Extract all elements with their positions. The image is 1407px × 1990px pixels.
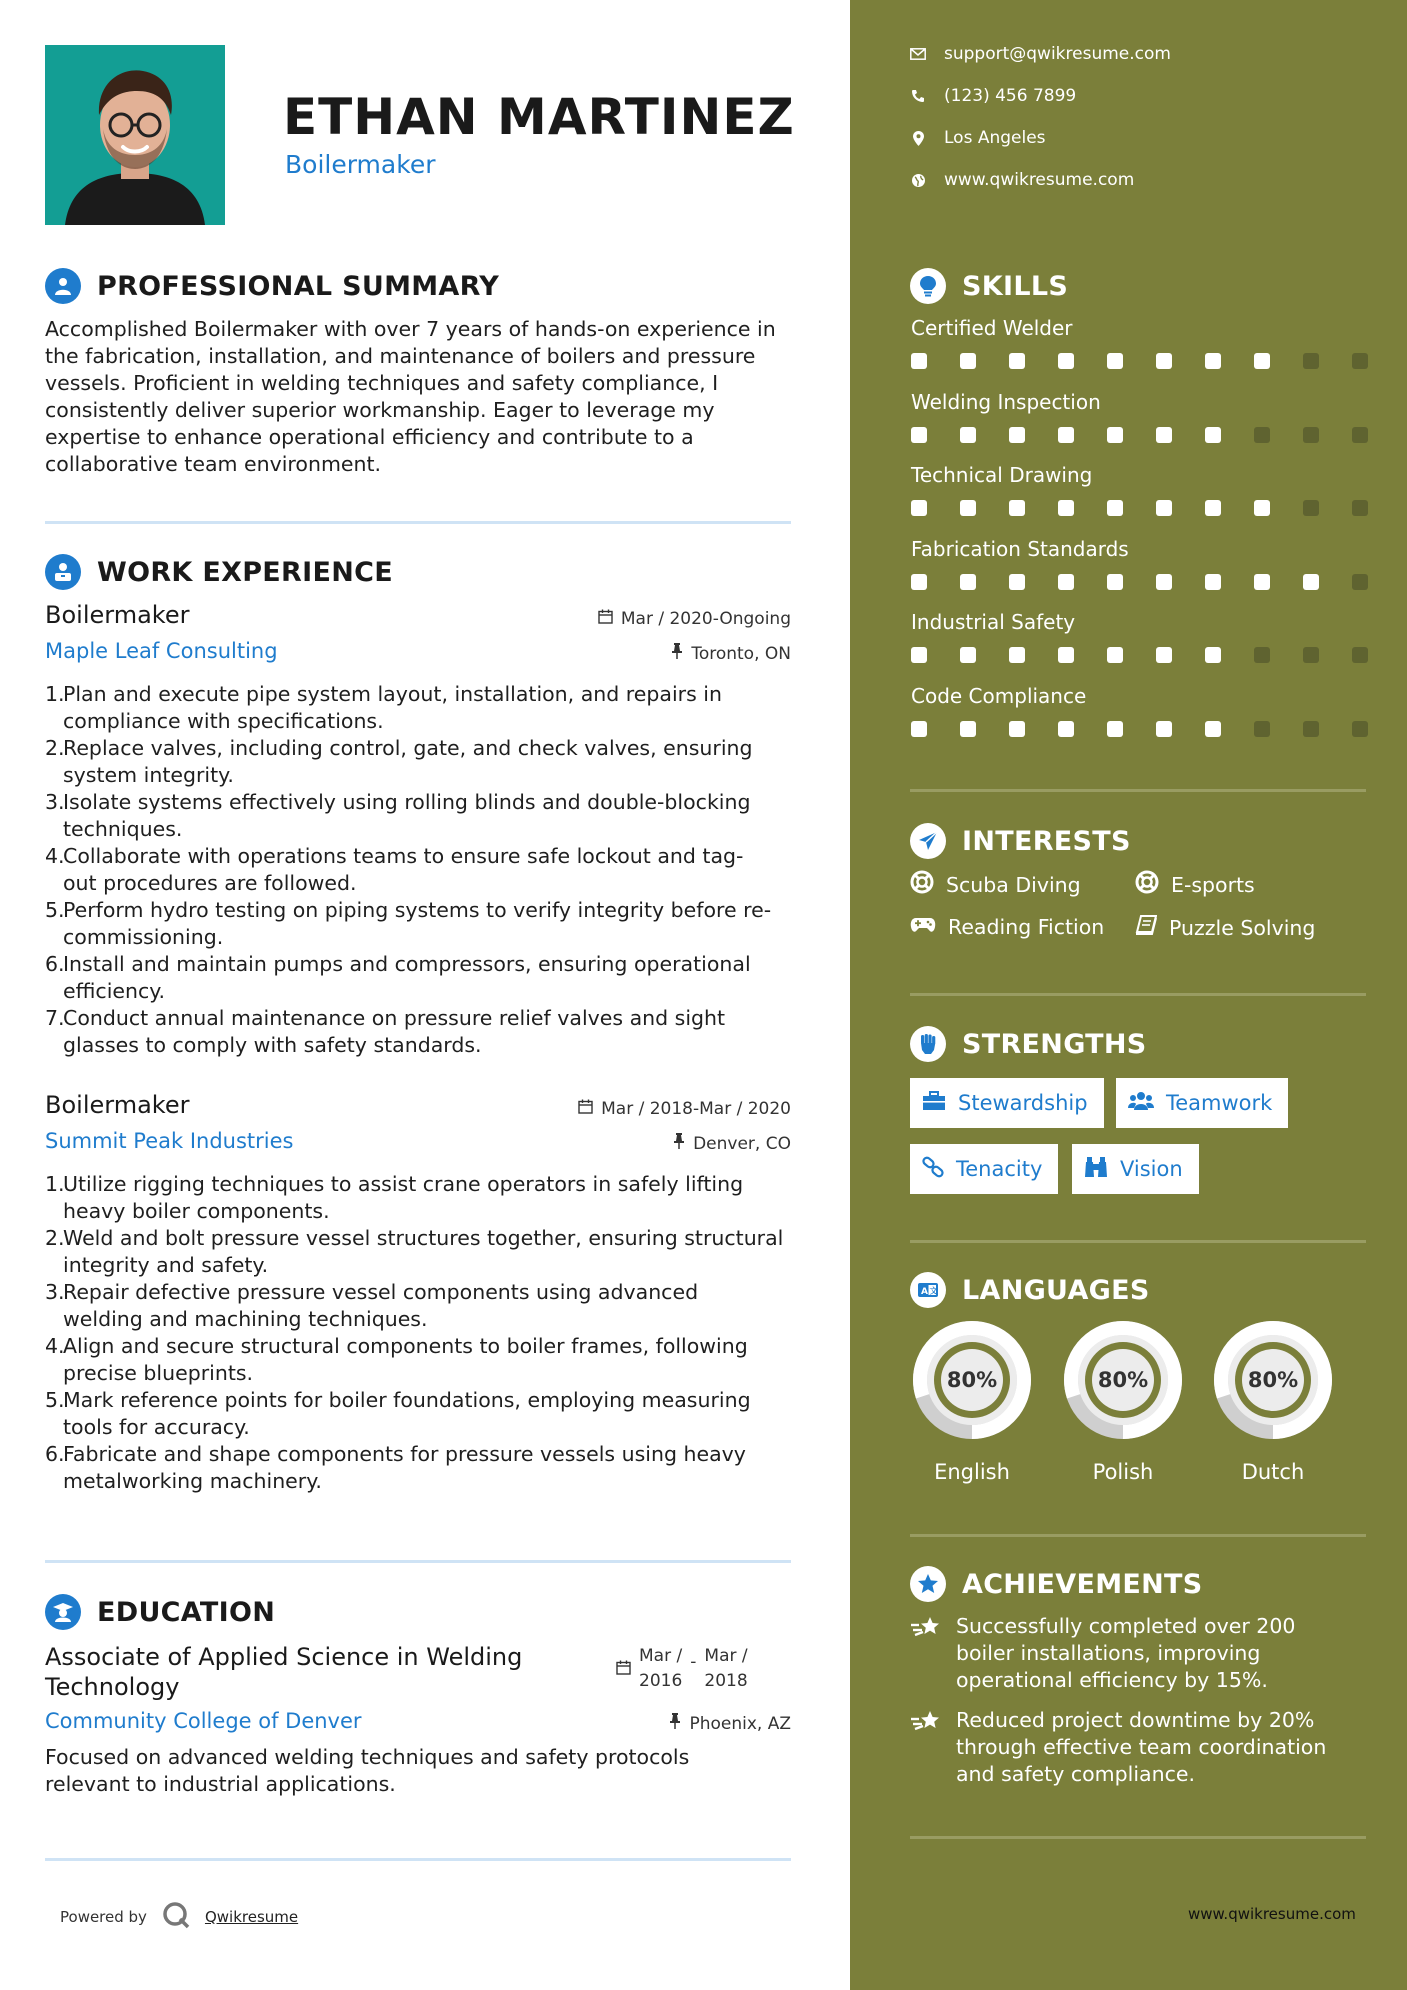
- job-dates-text: Mar / 2020-Ongoing: [620, 609, 791, 629]
- list-item: 4. Collaborate with operations teams to ensure safe lockout and tag- out procedures are followed.: [45, 844, 744, 895]
- rating-dot-empty: [1303, 500, 1319, 516]
- list-item: 5. Perform hydro testing on piping systems to verify integrity before re- commissioning.: [45, 898, 772, 949]
- job-title: Boilermaker: [45, 601, 190, 629]
- website-text: www.qwikresume.com: [944, 170, 1135, 190]
- job-title: Boilermaker: [45, 1091, 190, 1119]
- contact-email[interactable]: [910, 44, 1171, 64]
- rating-dot-empty: [1352, 574, 1368, 590]
- calendar-icon: [616, 1644, 631, 1683]
- rating-dot-filled: [1205, 647, 1221, 663]
- rating-dot-filled: [1058, 353, 1074, 369]
- languages-title: LANGUAGES: [962, 1274, 1150, 1306]
- rating-dot-filled: [1107, 721, 1123, 737]
- link-icon: [922, 1156, 944, 1183]
- rating-dot-filled: [1058, 647, 1074, 663]
- rating-dot-filled: [1254, 574, 1270, 590]
- education-heading: [45, 1594, 275, 1630]
- strengths-heading: [910, 1026, 1147, 1062]
- rating-dot-filled: [1205, 574, 1221, 590]
- rating-dot-filled: [1107, 574, 1123, 590]
- rating-dot-filled: [1156, 647, 1172, 663]
- pin-icon: [673, 1133, 685, 1154]
- rating-dot-filled: [911, 500, 927, 516]
- candidate-role: Boilermaker: [285, 150, 436, 179]
- strength-label: Tenacity: [956, 1157, 1043, 1181]
- rating-dot-filled: [1107, 427, 1123, 443]
- rating-dot-filled: [960, 647, 976, 663]
- job-location-text: Toronto, ON: [691, 643, 791, 664]
- translate-icon: [910, 1272, 946, 1308]
- life-ring-icon: [1135, 870, 1159, 899]
- list-item: 1. Utilize rigging techniques to assist crane operators in safely lifting heavy boiler components.: [45, 1172, 744, 1223]
- rating-dot-filled: [1254, 353, 1270, 369]
- education-location: [669, 1713, 791, 1734]
- interest-label: Scuba Diving: [946, 872, 1081, 897]
- company-name: Summit Peak Industries: [45, 1129, 294, 1153]
- language-item: [1211, 1318, 1335, 1484]
- life-ring-icon: [910, 870, 934, 899]
- powered-by-text: Powered by: [60, 1908, 147, 1926]
- job-location-text: Denver, CO: [693, 1133, 791, 1154]
- paper-plane-icon: [910, 823, 946, 859]
- strength-label: Stewardship: [958, 1091, 1088, 1115]
- job-duties-list: [45, 1171, 795, 1495]
- job-duties-list: [45, 681, 795, 1059]
- job-location: [673, 1133, 791, 1154]
- rating-dot-filled: [1058, 500, 1074, 516]
- interest-item: [1135, 915, 1315, 940]
- footer-website[interactable]: www.qwikresume.com: [1188, 1905, 1356, 1923]
- job-location: [671, 643, 791, 664]
- rating-dot-filled: [1009, 353, 1025, 369]
- rating-dot-filled: [960, 353, 976, 369]
- list-item: 5. Mark reference points for boiler foundations, employing measuring tools for accuracy.: [45, 1388, 751, 1439]
- education-description: Focused on advanced welding techniques and safety protocols relevant to industrial applications.: [45, 1745, 690, 1796]
- shooting-star-icon: [910, 1707, 944, 1788]
- achievement-item: [910, 1707, 1370, 1788]
- rating-dot-filled: [1009, 427, 1025, 443]
- education-end: Mar / 2018: [704, 1646, 748, 1691]
- skill-name: Fabrication Standards: [911, 536, 1129, 561]
- shooting-star-icon: [910, 1613, 944, 1694]
- rating-dot-empty: [1303, 647, 1319, 663]
- section-divider: [45, 1560, 791, 1563]
- fist-icon: [910, 1026, 946, 1062]
- email-text: support@qwikresume.com: [944, 44, 1171, 64]
- rating-dot-filled: [1156, 353, 1172, 369]
- rating-dot-filled: [1205, 353, 1221, 369]
- qwikresume-link[interactable]: Qwikresume: [204, 1908, 299, 1926]
- section-divider: [45, 1858, 791, 1861]
- rating-dot-empty: [1352, 500, 1368, 516]
- interests-heading: [910, 823, 1131, 859]
- job-dates: [578, 1099, 791, 1119]
- list-item: 7. Conduct annual maintenance on pressure relief valves and sight glasses to comply with safety standards.: [45, 1006, 726, 1057]
- rating-dot-filled: [1058, 721, 1074, 737]
- skill-name: Welding Inspection: [911, 389, 1101, 414]
- summary-text: [45, 316, 795, 478]
- experience-title: WORK EXPERIENCE: [97, 556, 393, 588]
- sidebar: [850, 0, 1407, 1990]
- rating-dot-filled: [960, 574, 976, 590]
- book-icon: [1135, 915, 1157, 940]
- summary-line: vessels. Proficient in welding techniques and safety compliance, I: [45, 371, 719, 395]
- skill-rating: [911, 721, 1368, 737]
- language-percent: 80%: [1247, 1368, 1299, 1392]
- rating-dot-filled: [960, 721, 976, 737]
- star-badge-icon: [910, 1566, 946, 1602]
- interest-label: Reading Fiction: [948, 915, 1105, 939]
- rating-dot-filled: [1254, 500, 1270, 516]
- list-item: 6. Fabricate and shape components for pressure vessels using heavy metalworking machinery.: [45, 1442, 746, 1493]
- language-percent: 80%: [946, 1368, 998, 1392]
- skills-title: SKILLS: [962, 270, 1069, 302]
- achievements-heading: [910, 1566, 1203, 1602]
- education-dash: -: [690, 1652, 697, 1672]
- contact-website[interactable]: [910, 170, 1134, 190]
- lightbulb-icon: [910, 268, 946, 304]
- company-name: Maple Leaf Consulting: [45, 639, 278, 663]
- location-text: Los Angeles: [944, 128, 1046, 148]
- section-divider: [910, 993, 1366, 996]
- rating-dot-filled: [1156, 574, 1172, 590]
- section-divider: [910, 1836, 1366, 1839]
- summary-line: the fabrication, installation, and maintenance of boilers and pressure: [45, 344, 756, 368]
- language-name: Dutch: [1241, 1460, 1305, 1484]
- interest-item: [910, 915, 1104, 939]
- degree-line: Technology: [45, 1673, 180, 1701]
- strength-label: Vision: [1120, 1157, 1183, 1181]
- contact-location: [910, 128, 1046, 148]
- graduate-icon: [45, 1594, 81, 1630]
- pin-icon: [669, 1713, 681, 1734]
- interest-label: Puzzle Solving: [1169, 915, 1316, 940]
- strengths-title: STRENGTHS: [962, 1028, 1147, 1060]
- list-item: 2. Weld and bolt pressure vessel structures together, ensuring structural integrity and safety.: [45, 1226, 784, 1277]
- degree-title: [45, 1642, 522, 1702]
- list-item: 1. Plan and execute pipe system layout, installation, and repairs in compliance with specifications.: [45, 682, 722, 733]
- skill-name: Technical Drawing: [911, 463, 1093, 487]
- languages-heading: [910, 1272, 1150, 1308]
- language-item: [910, 1318, 1034, 1484]
- strength-chip: [910, 1144, 1058, 1194]
- language-name: Polish: [1092, 1460, 1154, 1484]
- rating-dot-empty: [1352, 721, 1368, 737]
- skill-rating: [911, 647, 1368, 663]
- skill-rating: [911, 427, 1368, 443]
- svg-text:A: A: [921, 1287, 928, 1297]
- strength-chip: [1116, 1078, 1288, 1128]
- school-name: Community College of Denver: [45, 1709, 362, 1733]
- rating-dot-filled: [1303, 574, 1319, 590]
- qwikresume-logo-icon: [161, 1900, 191, 1934]
- rating-dot-filled: [1058, 574, 1074, 590]
- gamepad-icon: [910, 915, 936, 939]
- footer-powered-by: [60, 1900, 298, 1934]
- rating-dot-empty: [1254, 427, 1270, 443]
- section-divider: [910, 789, 1366, 792]
- education-dates: [616, 1644, 748, 1694]
- rating-dot-filled: [1009, 647, 1025, 663]
- rating-dot-empty: [1254, 721, 1270, 737]
- candidate-name: ETHAN MARTINEZ: [283, 88, 795, 146]
- interest-item: [910, 870, 1081, 899]
- phone-text: (123) 456 7899: [944, 86, 1077, 106]
- list-item: 3. Isolate systems effectively using rolling blinds and double-blocking techniques.: [45, 790, 751, 841]
- rating-dot-filled: [1107, 647, 1123, 663]
- skills-heading: [910, 268, 1068, 304]
- rating-dot-empty: [1352, 353, 1368, 369]
- rating-dot-filled: [1107, 353, 1123, 369]
- summary-line: Accomplished Boilermaker with over 7 years of hands-on experience in: [45, 317, 776, 341]
- briefcase-icon: [922, 1091, 946, 1116]
- phone-icon: [910, 89, 926, 103]
- achievement-text: Reduced project downtime by 20% through effective team coordination and safety compliance.: [956, 1708, 1327, 1786]
- rating-dot-filled: [960, 427, 976, 443]
- job-dates-text: Mar / 2018-Mar / 2020: [601, 1099, 791, 1119]
- achievement-item: [910, 1613, 1370, 1694]
- summary-line: consistently deliver superior workmanship. Eager to leverage my: [45, 398, 715, 422]
- binoculars-icon: [1084, 1156, 1108, 1183]
- degree-line: Associate of Applied Science in Welding: [45, 1643, 523, 1671]
- rating-dot-filled: [960, 500, 976, 516]
- achievements-title: ACHIEVEMENTS: [962, 1568, 1203, 1600]
- rating-dot-filled: [1156, 427, 1172, 443]
- skill-name: Industrial Safety: [911, 610, 1076, 634]
- rating-dot-filled: [1205, 427, 1221, 443]
- map-marker-icon: [910, 131, 926, 146]
- rating-dot-filled: [1107, 500, 1123, 516]
- strength-label: Teamwork: [1166, 1091, 1273, 1115]
- user-icon: [45, 268, 81, 304]
- list-item: 6. Install and maintain pumps and compressors, ensuring operational efficiency.: [45, 952, 751, 1003]
- list-item: 4. Align and secure structural components to boiler frames, following precise blueprints.: [45, 1334, 748, 1385]
- rating-dot-empty: [1303, 353, 1319, 369]
- rating-dot-filled: [911, 647, 927, 663]
- rating-dot-empty: [1352, 647, 1368, 663]
- rating-dot-filled: [1009, 721, 1025, 737]
- contact-phone[interactable]: [910, 86, 1076, 106]
- calendar-icon: [598, 609, 613, 629]
- rating-dot-filled: [911, 574, 927, 590]
- list-item: 2. Replace valves, including control, gate, and check valves, ensuring system integrity.: [45, 736, 753, 787]
- skill-name: Certified Welder: [911, 316, 1073, 340]
- rating-dot-filled: [1156, 721, 1172, 737]
- pin-icon: [671, 643, 683, 664]
- rating-dot-empty: [1303, 721, 1319, 737]
- calendar-icon: [578, 1099, 593, 1119]
- rating-dot-empty: [1303, 427, 1319, 443]
- globe-icon: [910, 173, 926, 188]
- users-icon: [1128, 1091, 1154, 1116]
- briefcase-user-icon: [45, 554, 81, 590]
- rating-dot-filled: [1156, 500, 1172, 516]
- rating-dot-filled: [1205, 500, 1221, 516]
- language-percent: 80%: [1097, 1368, 1149, 1392]
- rating-dot-filled: [1058, 427, 1074, 443]
- rating-dot-filled: [1009, 500, 1025, 516]
- job-dates: [598, 609, 791, 629]
- strength-chip: [1072, 1144, 1199, 1194]
- rating-dot-filled: [911, 353, 927, 369]
- rating-dot-filled: [1205, 721, 1221, 737]
- interests-title: INTERESTS: [962, 825, 1131, 857]
- section-divider: [910, 1534, 1366, 1537]
- skill-rating: [911, 500, 1368, 516]
- section-divider: [45, 521, 791, 524]
- rating-dot-filled: [1009, 574, 1025, 590]
- envelope-icon: [910, 48, 926, 60]
- education-title: EDUCATION: [97, 1596, 276, 1628]
- interest-item: [1135, 870, 1255, 899]
- profile-photo: [45, 45, 225, 225]
- achievement-text: Successfully completed over 200 boiler installations, improving operational efficiency by 15%.: [956, 1614, 1296, 1692]
- rating-dot-empty: [1352, 427, 1368, 443]
- skill-rating: [911, 353, 1368, 369]
- rating-dot-filled: [911, 721, 927, 737]
- strength-chip: [910, 1078, 1104, 1128]
- interest-label: E-sports: [1171, 872, 1255, 897]
- education-location-text: Phoenix, AZ: [689, 1713, 791, 1734]
- svg-text:文: 文: [929, 1286, 938, 1296]
- section-divider: [910, 1240, 1366, 1243]
- summary-line: collaborative team environment.: [45, 452, 382, 476]
- summary-title: PROFESSIONAL SUMMARY: [97, 270, 500, 302]
- list-item: 3. Repair defective pressure vessel components using advanced welding and machining techniques.: [45, 1280, 699, 1331]
- language-item: [1061, 1318, 1185, 1484]
- language-name: English: [934, 1460, 1010, 1484]
- rating-dot-filled: [911, 427, 927, 443]
- experience-heading: [45, 554, 393, 590]
- summary-line: expertise to enhance operational efficiency and contribute to a: [45, 425, 694, 449]
- avatar: [45, 45, 225, 225]
- skill-rating: [911, 574, 1368, 590]
- skill-name: Code Compliance: [911, 683, 1087, 708]
- rating-dot-empty: [1254, 647, 1270, 663]
- education-start: Mar / 2016: [639, 1646, 683, 1691]
- summary-heading: [45, 268, 499, 304]
